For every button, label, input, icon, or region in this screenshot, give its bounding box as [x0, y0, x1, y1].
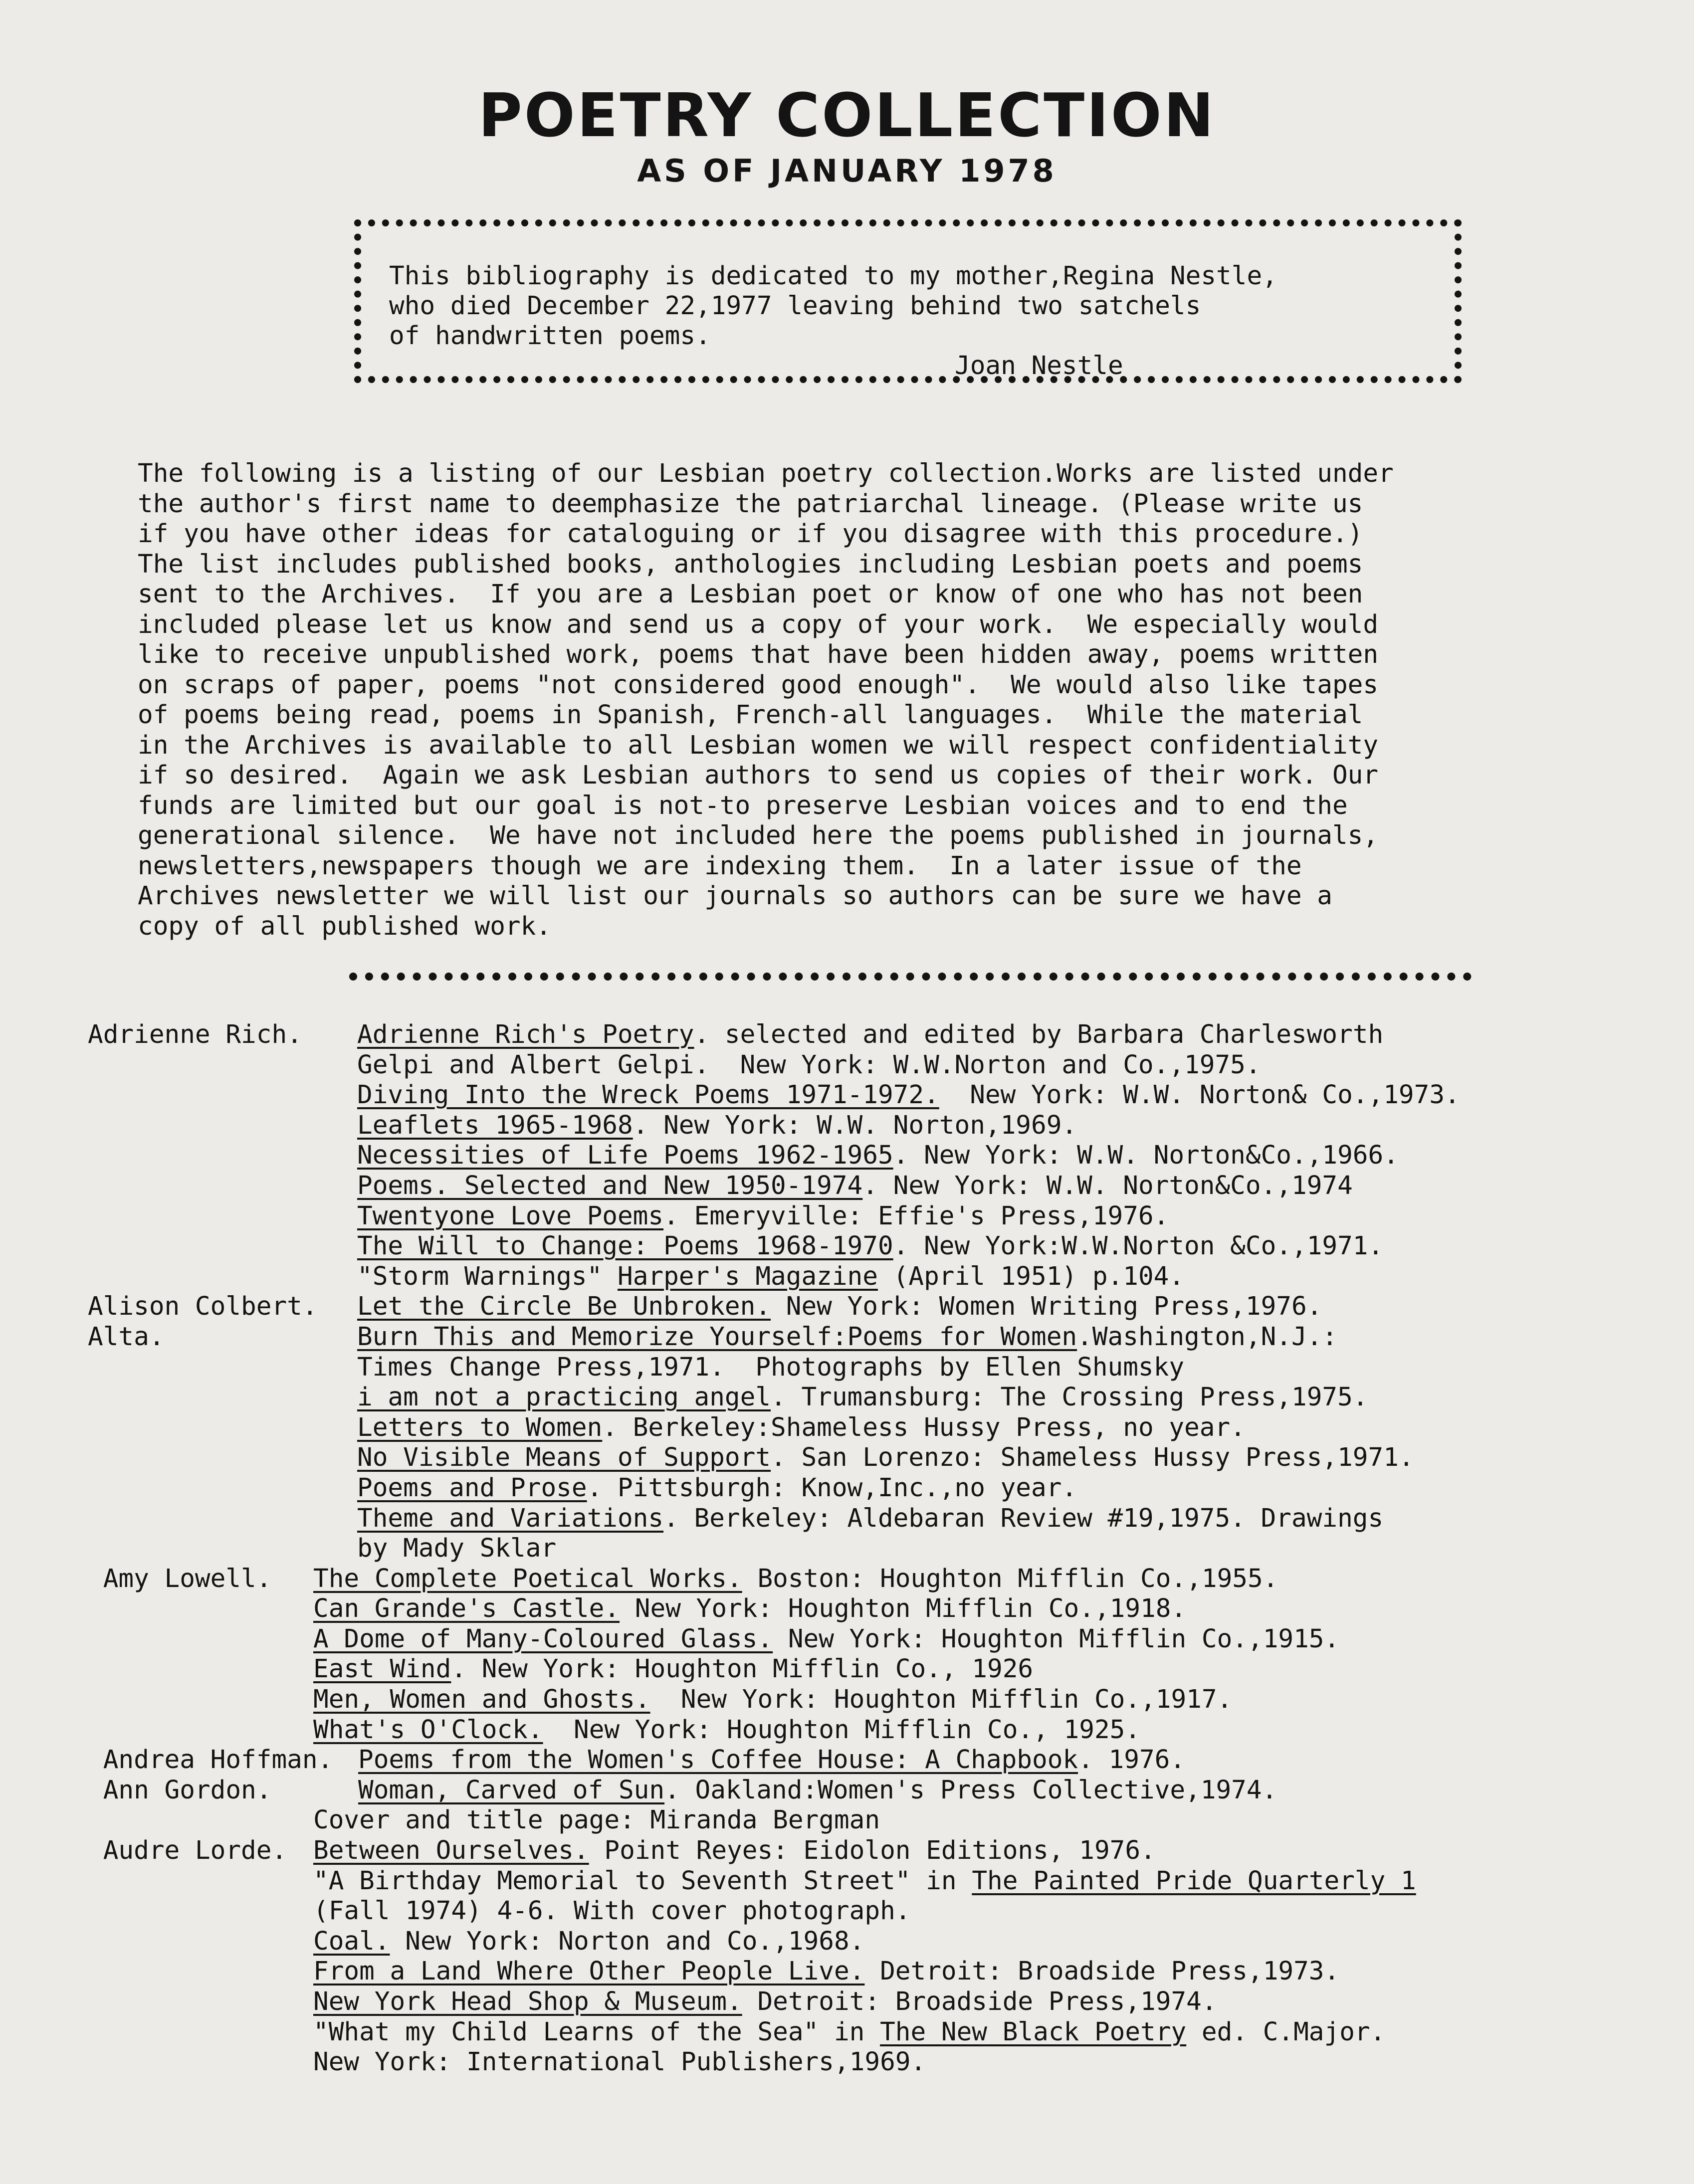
dedication-line: of handwritten poems. [389, 321, 711, 351]
dedication-signature: Joan Nestle [955, 351, 1123, 381]
citation-text: New York: Houghton Mifflin Co.,1918. [620, 1594, 1187, 1624]
dedication-line: who died December 22,1977 leaving behind two satchels [389, 291, 1201, 321]
work-title: Harper's Magazine [617, 1261, 878, 1291]
citation-text: New York: Norton and Co.,1968. [390, 1926, 865, 1956]
entry-citation [357, 1262, 1184, 1292]
entry-author: Alison Colbert. [88, 1292, 318, 1322]
entry-citation [313, 1564, 1278, 1594]
entry-citation [357, 1231, 1383, 1262]
bibliography-entry [88, 1654, 1664, 1685]
work-title: Between Ourselves. [313, 1836, 589, 1866]
work-title: What's O'Clock. [313, 1715, 543, 1745]
work-title: Leaflets 1965-1968 [357, 1110, 633, 1140]
entry-citation [357, 1111, 1077, 1141]
intro-line: funds are limited but our goal is not-to preserve Lesbian voices and to end the [138, 791, 1348, 820]
bibliography-entry [88, 1776, 1664, 1806]
entry-citation [313, 1957, 1339, 1987]
intro-line: in the Archives is available to all Lesbian women we will respect confidentiality [138, 730, 1379, 760]
work-title: Adrienne Rich's Poetry [357, 1020, 694, 1049]
work-title: Can Grande's Castle. [313, 1594, 620, 1624]
work-title: The Complete Poetical Works. [313, 1564, 742, 1593]
work-title: The Will to Change: Poems 1968-1970 [357, 1231, 893, 1261]
citation-text: Cover and title page: Miranda Bergman [313, 1805, 880, 1835]
entry-citation [313, 1594, 1186, 1624]
citation-text: New York: W.W. Norton& Co.,1973. [939, 1080, 1460, 1110]
entry-author: Ann Gordon. [88, 1775, 272, 1805]
work-title: Let the Circle Be Unbroken. [357, 1292, 771, 1322]
page-subtitle: AS OF JANUARY 1978 [637, 153, 1057, 189]
citation-text: (Fall 1974) 4-6. With cover photograph. [313, 1896, 911, 1926]
citation-text: by Mady Sklar [357, 1534, 557, 1564]
entry-author: Andrea Hoffman. [88, 1745, 333, 1775]
citation-text: . selected and edited by Barbara Charlesworth [694, 1020, 1384, 1049]
citation-text: "A Birthday Memorial to Seventh Street" in [313, 1866, 972, 1896]
bibliography-entry [88, 1836, 1664, 1866]
citation-text: . New York: W.W. Norton&Co.,1966. [893, 1141, 1399, 1171]
work-title: From a Land Where Other People Live. [313, 1957, 865, 1986]
citation-text: . Oakland:Women's Press Collective,1974. [664, 1775, 1277, 1805]
bibliography-entry [88, 1262, 1664, 1292]
entry-citation [313, 2047, 926, 2078]
citation-text: New York: International Publishers,1969. [313, 2047, 926, 2077]
entry-citation [313, 1805, 880, 1836]
work-title: New York Head Shop & Museum. [313, 1987, 742, 2016]
bibliography-entry [88, 2047, 1664, 2078]
citation-text: Times Change Press,1971. Photographs by Ellen Shumsky [357, 1352, 1185, 1382]
bibliography-entry [88, 1927, 1664, 1957]
work-title: Diving Into the Wreck Poems 1971-1972. [357, 1080, 939, 1110]
bibliography-entry [88, 1624, 1664, 1655]
bibliography-entry [88, 1353, 1664, 1383]
bibliography-entry [88, 1594, 1664, 1624]
bibliography-entry [88, 1473, 1664, 1504]
intro-line: included please let us know and send us a copy of your work. We especially would [138, 609, 1379, 639]
work-title: Poems from the Women's Coffee House: A Chapbook [358, 1745, 1078, 1775]
bibliography-entry [88, 2017, 1664, 2048]
entry-citation [313, 2017, 1385, 2048]
citation-text: . Emeryville: Effie's Press,1976. [663, 1201, 1169, 1231]
citation-text: "Storm Warnings" [357, 1261, 618, 1291]
citation-text: Detroit: Broadside Press,1973. [864, 1957, 1340, 1986]
work-title: Men, Women and Ghosts. [313, 1685, 650, 1715]
intro-line: Archives newsletter we will list our journals so authors can be sure we have a [138, 881, 1332, 911]
bibliography-entry [88, 1866, 1664, 1897]
intro-line: The list includes published books, anthologies including Lesbian poets and poems [138, 549, 1363, 579]
entry-author: Adrienne Rich. [88, 1020, 302, 1049]
entry-citation [313, 1685, 1232, 1715]
citation-text: . 1976. [1078, 1745, 1186, 1775]
entry-citation [313, 1654, 1033, 1685]
citation-text: .Washington,N.J.: [1077, 1322, 1338, 1352]
bibliography-entry [88, 1504, 1664, 1534]
bibliography-entry [88, 1050, 1664, 1081]
intro-line: like to receive unpublished work, poems that have been hidden away, poems written [138, 640, 1379, 669]
citation-text: Boston: Houghton Mifflin Co.,1955. [742, 1564, 1278, 1593]
bibliography-entry [88, 1231, 1664, 1262]
entry-citation [358, 1776, 1277, 1806]
bibliography-entry [88, 1383, 1664, 1413]
entry-citation [357, 1413, 1246, 1443]
intro-line: the author's first name to deemphasize the patriarchal lineage. (Please write us [138, 489, 1363, 519]
citation-text: Detroit: Broadside Press,1974. [742, 1987, 1217, 2016]
entry-citation [313, 1715, 1140, 1746]
bibliography-entry [88, 1322, 1664, 1353]
work-title: i am not a practicing angel [357, 1383, 771, 1412]
bibliography-entry [88, 1534, 1664, 1564]
bibliography-entry [88, 1564, 1664, 1594]
intro-line: on scraps of paper, poems "not considered good enough". We would also like tapes [138, 670, 1379, 700]
intro-line: sent to the Archives. If you are a Lesbian poet or know of one who has not been [138, 580, 1363, 609]
citation-text: . Berkeley: Aldebaran Review #19,1975. Drawings [663, 1503, 1384, 1533]
entry-author: Amy Lowell. [88, 1564, 272, 1593]
intro-paragraph [138, 459, 1634, 942]
citation-text: . Trumansburg: The Crossing Press,1975. [771, 1383, 1368, 1412]
citation-text: . San Lorenzo: Shameless Hussy Press,1971. [771, 1443, 1414, 1473]
work-title: Coal. [313, 1926, 390, 1956]
intro-line: copy of all published work. [138, 911, 552, 941]
entry-citation [357, 1353, 1184, 1383]
work-title: Necessities of Life Poems 1962-1965 [357, 1141, 893, 1171]
bibliography-entry [88, 1201, 1664, 1232]
entry-citation [357, 1473, 1077, 1504]
intro-line: if so desired. Again we ask Lesbian authors to send us copies of their work. Our [138, 761, 1379, 790]
bibliography-entry [88, 1745, 1664, 1776]
work-title: Theme and Variations [357, 1503, 664, 1533]
entry-author: Alta. [88, 1322, 165, 1352]
entry-citation [313, 1896, 910, 1927]
work-title: No Visible Means of Support [357, 1443, 771, 1473]
bibliography-entry [88, 1685, 1664, 1715]
bibliography-entry [88, 1020, 1664, 1050]
bibliography-entry [88, 1080, 1664, 1111]
entry-citation [357, 1292, 1322, 1322]
entry-citation [357, 1504, 1383, 1534]
entry-citation [357, 1201, 1169, 1232]
work-title: Poems. Selected and New 1950-1974 [357, 1171, 863, 1200]
intro-line: if you have other ideas for cataloguing or if you disagree with this procedure.) [138, 519, 1363, 549]
dedication-text [389, 261, 1277, 351]
entry-citation [357, 1383, 1368, 1413]
entry-citation [358, 1745, 1185, 1776]
work-title: Woman, Carved of Sun [358, 1775, 665, 1805]
intro-line: generational silence. We have not included here the poems published in journals, [138, 821, 1379, 850]
citation-text: . New York:W.W.Norton &Co.,1971. [893, 1231, 1384, 1261]
entry-citation [357, 1534, 556, 1564]
work-title: Poems and Prose [357, 1473, 587, 1503]
citation-text: New York: Houghton Mifflin Co., 1925. [543, 1715, 1141, 1745]
citation-text: New York: Houghton Mifflin Co.,1915. [773, 1624, 1340, 1654]
entry-citation [357, 1322, 1337, 1353]
bibliography-entry [88, 1896, 1664, 1927]
work-title: Twentyone Love Poems [357, 1201, 664, 1231]
entry-author: Audre Lorde. [88, 1836, 287, 1866]
intro-line: newsletters,newspapers though we are indexing them. In a later issue of the [138, 851, 1302, 881]
citation-text: . New York: Houghton Mifflin Co., 1926 [451, 1654, 1034, 1684]
citation-text: "What my Child Learns of the Sea" in [313, 2017, 880, 2047]
entry-citation [357, 1020, 1383, 1050]
intro-line: The following is a listing of our Lesbian poetry collection.Works are listed under [138, 459, 1394, 488]
work-title: East Wind [313, 1654, 451, 1684]
entry-citation [313, 1927, 864, 1957]
work-title: Letters to Women [357, 1412, 603, 1442]
entry-citation [357, 1443, 1414, 1473]
citation-text: . New York: W.W. Norton&Co.,1974 [862, 1171, 1353, 1200]
entry-citation [313, 1624, 1339, 1655]
work-title: The New Black Poetry [880, 2017, 1187, 2047]
intro-line: of poems being read, poems in Spanish, French-all languages. While the material [138, 700, 1363, 730]
bibliography-entry [88, 1413, 1664, 1443]
bibliography-entry [88, 1171, 1664, 1201]
entry-citation [357, 1141, 1399, 1171]
bibliography-entry [88, 1111, 1664, 1141]
work-title: A Dome of Many-Coloured Glass. [313, 1624, 773, 1654]
bibliography-entry [88, 1141, 1664, 1171]
citation-text: ed. C.Major. [1186, 2017, 1386, 2047]
page-title: POETRY COLLECTION [478, 81, 1216, 151]
dedication-box [354, 219, 1462, 383]
entry-citation [357, 1171, 1353, 1201]
citation-text: Point Reyes: Eidolon Editions, 1976. [589, 1836, 1156, 1866]
section-divider [349, 973, 1472, 981]
citation-text: . New York: W.W. Norton,1969. [633, 1110, 1077, 1140]
bibliography-entry [88, 1443, 1664, 1473]
citation-text: . Pittsburgh: Know,Inc.,no year. [587, 1473, 1077, 1503]
bibliography-entry [88, 1987, 1664, 2017]
citation-text: Gelpi and Albert Gelpi. New York: W.W.Norton and Co.,1975. [357, 1050, 1261, 1080]
entry-citation [313, 1836, 1156, 1866]
dedication-line: This bibliography is dedicated to my mother,Regina Nestle, [389, 261, 1277, 291]
entry-citation [357, 1080, 1460, 1111]
entry-citation [313, 1866, 1416, 1897]
bibliography-list [88, 1020, 1664, 2078]
bibliography-entry [88, 1292, 1664, 1322]
work-title: Burn This and Memorize Yourself:Poems for Women [357, 1322, 1077, 1352]
citation-text: . Berkeley:Shameless Hussy Press, no year. [602, 1412, 1246, 1442]
bibliography-entry [88, 1957, 1664, 1987]
bibliography-entry [88, 1715, 1664, 1746]
work-title: The Painted Pride Quarterly 1 [972, 1866, 1416, 1896]
bibliography-entry [88, 1805, 1664, 1836]
citation-text: New York: Houghton Mifflin Co.,1917. [650, 1685, 1233, 1715]
entry-citation [313, 1987, 1217, 2017]
citation-text: (April 1951) p.104. [877, 1261, 1185, 1291]
citation-text: New York: Women Writing Press,1976. [771, 1292, 1322, 1322]
entry-citation [357, 1050, 1261, 1081]
